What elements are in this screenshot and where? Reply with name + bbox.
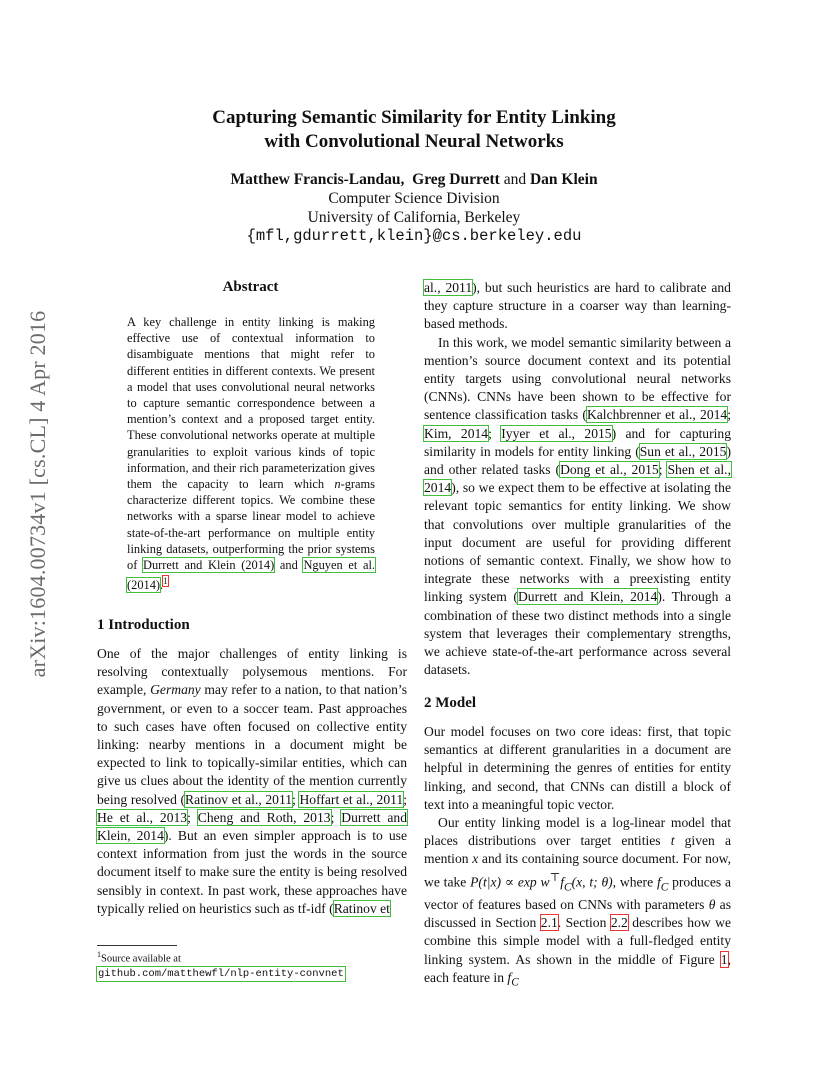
author-block: Matthew Francis-Landau, Greg Durrett and Dan Klein Computer Science Division University of California, Berkeley {mfl,gdurrett,klein}@cs.berkeley.edu <box>95 170 733 246</box>
footnote-ref[interactable]: 1 <box>163 576 168 587</box>
footnote: $^1$Source available at github.com/matthewfl/nlp-entity-convnet <box>97 950 344 980</box>
citation-link[interactable]: He et al., 2013 <box>97 809 188 825</box>
citation-link[interactable]: Hoffart et al., 2011 <box>299 791 404 807</box>
citation-link[interactable]: Kim, 2014 <box>424 425 489 441</box>
right-column-text: al., 2011), but such heuristics are hard to calibrate and they capture structure in a coarser way than learning-based methods. In this work, we model semantic similarity between a mention’s source document context and its potential entity targets using convolutional neural networks (CNNs). CNNs have been shown to be effective for sentence classification tasks (Kalchbrenner et al., 2014; Kim, 2014; Iyyer et al., 2015) and for capturing similarity in models for entity linking (Sun et al., 2015) and other related tasks (Dong et al., 2015; Shen et al., 2014), so we expect them to be effective at isolating the relevant topic semantics for entity linking. We show that convolutions over multiple granularities of the input document are useful for providing different notions of semantic context. Finally, we show how to integrate these networks with a preexisting entity linking system (Durrett and Klein, 2014). Through a combination of these two distinct methods into a single system that leverages their complementary strengths, we achieve state-of-the-art performance across several datasets. <box>424 280 731 678</box>
section-ref-link[interactable]: 2.1 <box>540 915 558 931</box>
section-heading-model: 2 Model <box>424 695 477 711</box>
model-text: Our model focuses on two core ideas: first, that topic semantics at different granularities in a document are helpful in determining the genres of entities for entity linking, and second, that CNNs can distill a block of text into a meaningful topic vector. Our entity linking model is a log-linear model that places distributions over target entities t given a mention x and its containing source document. For now, we take $P(t|x) \propto \exp w^⊤f_C(x$, t; θ), where $f_C$ produces a vector of features based on CNNs with parameters θ as discussed in Section 2.1. Section 2.2 describes how we combine this simple model with a full-fledged entity linking system. As shown in the middle of Figure 1, each feature in $f_C$ <box>424 724 732 989</box>
citation-link[interactable]: Durrett and Klein (2014) <box>143 558 275 573</box>
citation-link[interactable]: Dong et al., 2015 <box>560 462 659 478</box>
paper-title: Capturing Semantic Similarity for Entity Linking with Convolutional Neural Networks <box>212 107 616 152</box>
citation-link[interactable]: Kalchbrenner et al., 2014 <box>586 407 728 423</box>
citation-link[interactable]: Nguyen et al. (2014) <box>127 558 376 593</box>
citation-link[interactable]: Cheng and Roth, 2013 <box>197 809 331 825</box>
section-heading-introduction: 1 Introduction <box>97 617 190 633</box>
citation-link[interactable]: Shen et al., 2014 <box>424 462 731 496</box>
citation-link[interactable]: Ratinov et <box>333 900 390 916</box>
citation-link[interactable]: al., 2011 <box>424 280 473 295</box>
footnote-rule <box>97 945 177 946</box>
section-ref-link[interactable]: 2.2 <box>610 915 628 931</box>
figure-ref-link[interactable]: 1 <box>720 951 728 967</box>
citation-link[interactable]: Sun et al., 2015 <box>639 443 727 459</box>
footnote-url-link[interactable]: github.com/matthewfl/nlp-entity-convnet <box>98 967 344 980</box>
citation-link[interactable]: Durrett and Klein, 2014 <box>97 809 408 844</box>
email: {mfl,gdurrett,klein}@cs.berkeley.edu <box>246 227 582 245</box>
intro-text: One of the major challenges of entity linking is resolving contextually polysemous mentions. For example, Germany may refer to a nation, to that nation’s government, or even to a soccer team. Past approaches to such cases have often focused on collective entity linking: nearby mentions in a document might be expected to link to topically-similar entities, which can give us clues about the identity of the mention currently being resolved (Ratinov et al., 2011; Hoffart et al., 2011; He et al., 2013; Cheng and Roth, 2013; Durrett and Klein, 2014). But an even simpler approach is to use context information from just the words in the source document itself to make sure the entity is being resolved sensibly in context. In past work, these approaches have typically relied on heuristics such as tf-idf (Ratinov et <box>97 646 408 916</box>
citation-link[interactable]: Ratinov et al., 2011 <box>185 791 293 807</box>
abstract-heading: Abstract <box>222 279 279 295</box>
abstract-text: A key challenge in entity linking is making effective use of contextual information to disambiguate mentions that might refer to different entities in different contexts. We present a model that uses convolutional neural networks to capture semantic correspondence between a mention’s context and a proposed target entity. These convolutional networks operate at multiple granularities to exploit various kinds of topic information, and their rich parameterization gives them the capacity to learn which n-grams characterize different topics. We combine these networks with a sparse linear model to achieve state-of-the-art performance on multiple entity linking datasets, outperforming the prior systems of Durrett and Klein (2014) and Nguyen et al. (2014).$^1$ <box>127 315 376 593</box>
citation-link[interactable]: Durrett and Klein, 2014 <box>517 589 658 605</box>
citation-link[interactable]: Iyyer et al., 2015 <box>501 425 612 441</box>
arxiv-stamp: arXiv:1604.00734v1 [cs.CL] 4 Apr 2016 <box>25 310 50 677</box>
formula: P(t|x) ∝ exp w <box>470 874 550 890</box>
